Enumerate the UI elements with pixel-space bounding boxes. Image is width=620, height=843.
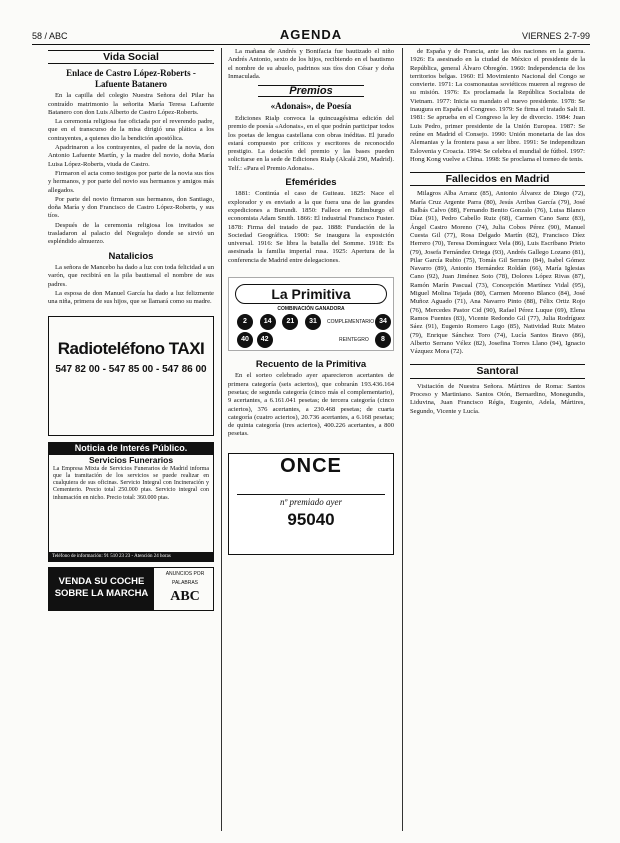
once-logo: ONCE — [280, 454, 342, 477]
reintegro-ball: 8 — [375, 332, 391, 348]
reintegro-label: REINTEGRO — [339, 337, 369, 344]
premio-paragraph: Ediciones Rialp convoca la quincuagésima edición del premio de poesía «Adonais», en el que podrán participar todos los poetas de lengua castellana con obras inéditas. El jurado estará compuesto por críticos y escritores de reconocido prestigio. La dotación del premio y las bases pueden solicitarse en la sede de Ediciones Rialp (Alcalá 290, Madrid). Telf.: «Para el Premio Adonais». — [228, 114, 394, 172]
column-3 — [410, 48, 585, 417]
primitiva-results — [228, 277, 394, 351]
abc-logo: ABC — [170, 589, 200, 605]
efemerides-paragraph: 1881: Continúa el caso de Guiteau. 1825: Nace el explorador y es enviado a la que fuera una de las grandes expediciones a Burundi. 1850: Fallece en Edimburgo el economista Adam Smith. 1866: El industrial Francisco Fuster. 1878: Firma del tratado de paz. 1888: Fundación de la Sociedad Geográfica. 1900: Se inaugura la exposición universal. 1916: Se libra la batalla del Somme. 1918: Es asesinada la familia imperial rusa. 1925: Apertura de la conferencia de Madrid entre delegaciones. — [228, 190, 394, 264]
taxi-ad-title: Radioteléfono TAXI — [57, 339, 205, 359]
column-2 — [228, 48, 394, 555]
fallecidos-heading: Fallecidos en Madrid — [410, 172, 585, 186]
efemerides-heading: Efemérides — [285, 177, 337, 189]
natalicios-paragraph: La esposa de don Manuel García ha dado a luz felizmente una niña, primera de sus hijos, que se llamará como su madre. — [48, 289, 214, 306]
primitiva-balls — [237, 314, 323, 350]
notice-footer: Teléfono de información: 91 510 23 23 - Atención 24 horas — [49, 552, 213, 561]
vida-social-heading: Vida Social — [48, 50, 214, 64]
slogan-line: SOBRE LA MARCHA — [54, 588, 149, 600]
natalicios-paragraph: La señora de Mancebo ha dado a luz con toda felicidad a un varón, que recibirá en la pila bautismal el nombre de sus padres. — [48, 263, 214, 288]
santoral-paragraph: Visitación de Nuestra Señora. Mártires de Roma: Santos Proceso y Martiniano. Santos Otón, Bernardino, Monegundis, Liduvina, Juan Francisco Régis, Eugenio, Adela, Mártires, Segundo, Vicente y Lucía. — [410, 382, 585, 415]
wedding-paragraph: Apadrinaron a los contrayentes, el padre de la novia, don Antonio Lafuente Martín, y la madre del novio, doña María Luisa López-Roberts, viuda de Castro. — [48, 144, 214, 168]
complementario-label: COMPLEMENTARIO — [327, 319, 375, 326]
classifieds-ad-brand — [157, 570, 213, 605]
wedding-paragraph: En la capilla del colegio Nuestra Señora del Pilar ha contraído matrimonio la señorita María Teresa Lafuente Batanero con don Luis Alberto de Castro López-Roberts. — [48, 92, 214, 116]
section-title: AGENDA — [279, 27, 343, 42]
column-divider — [221, 48, 222, 831]
lottery-ball: 31 — [305, 314, 321, 330]
once-winning-number: 95040 — [287, 509, 335, 529]
complementario-ball: 34 — [375, 314, 391, 330]
primitiva-subtitle: COMBINACIÓN GANADORA — [277, 306, 345, 313]
intro-paragraph: La mañana de Andrés y Bonifacia fue bautizado el niño Andrés Antonio, sexto de los hijos, recibiendo en el bautismo el nombre de su abuelo, padrinos sus tíos don César y doña Inmaculada. — [228, 48, 394, 80]
santoral-heading: Santoral — [410, 364, 585, 378]
lottery-ball: 40 — [237, 332, 253, 348]
recuento-paragraph: En el sorteo celebrado ayer aparecieron acertantes de primera categoría (seis aciertos), que cobrarán 193.436.164 pesetas; de segunda categoría (cinco más el complementario), 9 acertantes, a 6.161.041 pesetas; de tercera categoría (cinco aciertos), 376 acertantes, a 230.468 pesetas; de cuarta categoría (cuatro aciertos), 20.736 acertantes, a 6.168 pesetas; de quinta categoría (tres aciertos), 400.226 acertantes, a 800 pesetas. — [228, 372, 394, 438]
natalicios-heading: Natalicios — [108, 250, 154, 262]
efemerides-continued: de España y de Francia, ante las dos naciones en la guerra. 1926: Es asesinado en la ciudad de México el presidente de la República, general Álvaro Obregón. 1960: Independencia de los territorios belgas. 1960: El Movimiento Nacional del Congo se convierte. 1971: La cosmonautas soviéticos mueren al regreso de su misión. 1976: Es proclamada la República Socialista de Vietnam. 1977: Inicia su mandato el nuevo presidente. 1978: Se inaugura en España el Congreso. 1979: Se firma el tratado Salt II. 1981: Se aprueba en el Congreso la ley de divorcio. 1984: Juan Luis Pedro, primer presidente de la Unión Europea. 1987: Se reúne en Madrid el Consejo. 1990: Unión monetaria de las dos Alemanias y la frontera pasa a ser libre. 1991: Se independizan Eslovenia y Croacia. 1994: Se celebra el mundial de fútbol. 1997: Hong Kong vuelve a China. 1998: Se proclama el torneo de tenis. — [410, 48, 585, 163]
wedding-title: Enlace de Castro López-Roberts - Lafuente Batanero — [66, 68, 196, 89]
column-1 — [48, 48, 214, 611]
lottery-ball: 2 — [237, 314, 253, 330]
page-date: VIERNES 2-7-99 — [521, 31, 590, 41]
wedding-paragraph: Firmaron el acta como testigos por parte de la novia sus tíos y hermanos, y por parte del novio sus hermanos y amigos más allegados. — [48, 169, 214, 194]
classifieds-small-label: ANUNCIOS POR PALABRAS — [165, 571, 205, 586]
column-divider — [402, 48, 403, 831]
primitiva-logo: La Primitiva — [235, 284, 387, 304]
recuento-heading: Recuento de la Primitiva — [255, 359, 367, 371]
lottery-ball: 14 — [260, 314, 276, 330]
notice-title: Noticia de Interés Público. — [49, 443, 213, 454]
classifieds-ad — [48, 567, 214, 611]
slogan-line: VENDA SU COCHE — [58, 576, 145, 588]
page-label: 58 / ABC — [32, 31, 68, 41]
taxi-ad-phones: 547 82 00 - 547 85 00 - 547 86 00 — [55, 363, 207, 375]
notice-subtitle: Servicios Funerarios — [88, 454, 174, 465]
fallecidos-list: Milagros Alba Arranz (85), Antonio Álvarez de Diego (72), María Cruz Argente Parra (80), Jesús Arribas García (79), José Balbás Calvo (88), Fernando Benito Gonzalo (76), Luisa Blanco Díaz (91), Pedro Cabello Ruiz (68), Carmen Cano Sanz (83), Ángel Castro Moreno (74), Julia Cobos Pérez (90), Manuel Cuesta Gil (77), Rosa Delgado Martín (82), Francisco Díez Herrero (70), Teresa Domínguez Vela (86), Luis Escribano Prieto (79), Josefa Fernández Ortega (93), Andrés Gallego Lozano (81), Pilar García Rubio (75), Tomás Gil Serrano (84), Isabel Gómez Navarro (89), Antonio Hernández Roldán (66), María Iglesias Cano (92), Juan Jiménez Soto (78), Dolores López Rivas (87), Ramón Marín Pascual (73), Concepción Martínez Vidal (95), Miguel Molina Tejada (80), Carmen Moreno Blanco (84), José Muñoz Aguado (71), Ana Navarro Pinto (88), Félix Ortiz Rojo (76), Mercedes Pastor Cid (90), Rafael Pérez Luque (69), Elena Ramos Fuentes (83), Vicente Redondo Gil (77), Julia Rodríguez Sáez (91), Eugenio Romero Lago (85), Natividad Ruiz Mateo (79), Enrique Sánchez Toro (74), Lucía Santos Bravo (86), Alberto Serrano Vélez (82), Josefina Torres Llano (94), Ignacio Vázquez Mora (72). — [410, 190, 585, 356]
funeral-notice — [48, 442, 214, 562]
once-prize-label: nº premiado ayer — [237, 494, 385, 506]
wedding-paragraph: Por parte del novio firmaron sus hermanos, don Santiago, doña María y don Francisco de Castro López-Roberts, y sus tíos. — [48, 195, 214, 220]
notice-body: La Empresa Mixta de Servicios Funerarios de Madrid informa que la tramitación de los servicios se puede realizar en cualquiera de sus oficinas. Servicio Integral con Incineración y Cementerio. Precio total 250.000 ptas. Servicio integral con inhumación en nicho. Precio total: 360.000 ptas. — [53, 465, 209, 501]
lottery-ball: 42 — [257, 332, 273, 348]
premios-heading: Premios — [258, 85, 364, 97]
lottery-ball: 21 — [282, 314, 298, 330]
wedding-paragraph: Después de la ceremonia religiosa los invitados se trasladaron al palacio del Negralejo donde se sirvió un espléndido almuerzo. — [48, 221, 214, 246]
wedding-paragraph: La ceremonia religiosa fue oficiada por el reverendo padre, que en el transcurso de la misa dirigió una plática a los contrayentes, a quienes dio la bendición apostólica. — [48, 118, 214, 142]
taxi-ad — [48, 316, 214, 436]
classifieds-ad-slogan — [49, 568, 154, 610]
page-header — [32, 27, 590, 45]
premio-title: «Adonais», de Poesía — [270, 101, 352, 112]
once-results — [228, 453, 394, 555]
